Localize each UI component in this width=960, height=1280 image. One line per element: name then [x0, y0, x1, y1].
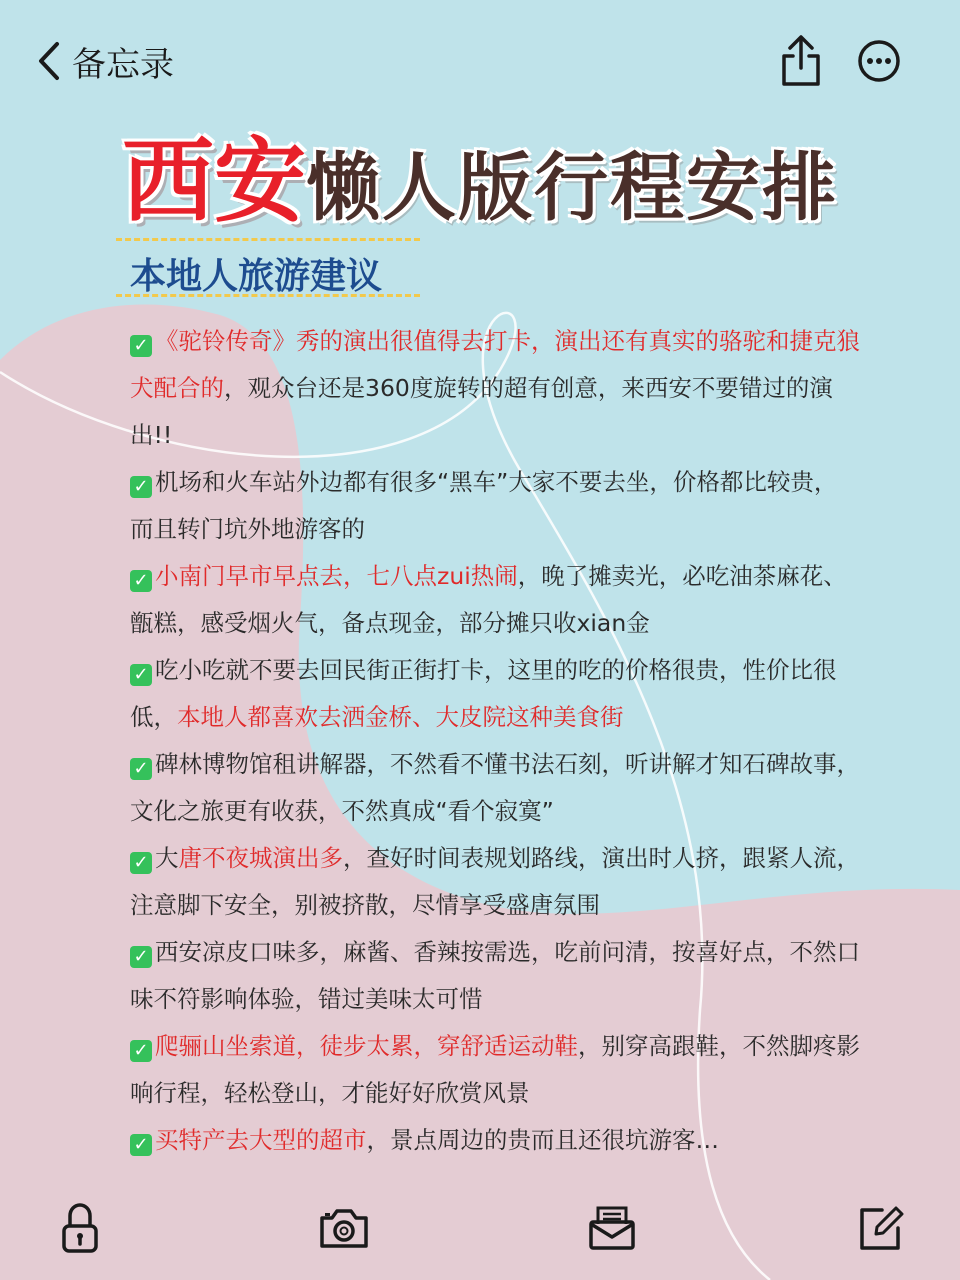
tip-highlight-text: 爬骊山坐索道，徒步太累，穿舒适运动鞋 [155, 1032, 578, 1060]
page-title [0, 108, 960, 240]
tip-text: 机场和火车站外边都有很多“黑车”大家不要去坐，价格都比较贵，而且转门坑外地游客的 [130, 468, 838, 543]
tip-item [130, 647, 860, 741]
tip-highlight-text: 买特产去大型的超市 [155, 1126, 367, 1154]
title-text: 懒人版行程安排 [306, 145, 838, 231]
mail-icon [584, 1200, 640, 1256]
tip-item [130, 1023, 860, 1117]
compose-icon [852, 1200, 908, 1256]
tip-text: 吃小吃就不要去回民街正街打卡，这里的吃的价格很贵，性价比很低， [130, 656, 837, 731]
divider [116, 294, 420, 297]
lock-button[interactable] [52, 1200, 108, 1256]
camera-button[interactable] [316, 1200, 372, 1256]
tip-text: ，观众台还是360度旋转的超有创意，来西安不要错过的演出!! [130, 374, 833, 449]
tip-text: 西安凉皮口味多，麻酱、香辣按需选，吃前问清，按喜好点，不然口味不符影响体验，错过美味太可惜 [130, 938, 860, 1013]
checkmark-icon: ✓ [130, 758, 152, 780]
tip-highlight-text: 《驼铃传奇》秀的演出很值得去打卡，演出还有真实的骆驼和捷克狼犬配合的 [130, 327, 860, 402]
lock-icon [52, 1200, 108, 1256]
subtitle: 本地人旅游建议 [130, 256, 383, 297]
tip-item [130, 929, 860, 1023]
tip-item [130, 1117, 860, 1164]
tip-text: ，别穿高跟鞋，不然脚疼影响行程，轻松登山，才能好好欣赏风景 [130, 1032, 860, 1107]
checkmark-icon: ✓ [130, 1040, 152, 1062]
mail-button[interactable] [584, 1200, 640, 1256]
divider [116, 238, 420, 241]
back-button[interactable] [34, 36, 174, 86]
subtitle-box [116, 238, 420, 300]
more-options-button[interactable] [856, 38, 902, 84]
share-icon [776, 34, 826, 88]
tip-highlight-text: 唐不夜城演出多 [178, 844, 343, 872]
share-button[interactable] [776, 34, 826, 88]
tip-item [130, 553, 860, 647]
checkmark-icon: ✓ [130, 852, 152, 874]
tip-item [130, 318, 860, 459]
tips-list [130, 318, 860, 1164]
compose-button[interactable] [852, 1200, 908, 1256]
camera-icon [316, 1200, 372, 1256]
back-label: 备忘录 [72, 44, 174, 85]
checkmark-icon: ✓ [130, 570, 152, 592]
checkmark-icon: ✓ [130, 946, 152, 968]
title-city: 西安 [121, 128, 306, 235]
top-bar [0, 0, 960, 120]
tip-item [130, 835, 860, 929]
tip-item [130, 459, 860, 553]
tip-text: ，查好时间表规划路线，演出时人挤，跟紧人流，注意脚下安全，别被挤散，尽情享受盛唐氛围 [130, 844, 860, 919]
tip-item [130, 741, 860, 835]
checkmark-icon: ✓ [130, 476, 152, 498]
tip-highlight-text: 小南门早市早点去，七八点zui热闹 [155, 562, 518, 590]
tip-highlight-text: 本地人都喜欢去洒金桥、大皮院这种美食街 [177, 703, 624, 731]
checkmark-icon: ✓ [130, 664, 152, 686]
checkmark-icon: ✓ [130, 1134, 152, 1156]
tip-text: ，景点周边的贵而且还很坑游客… [366, 1126, 719, 1154]
tip-text: ，晚了摊卖光，必吃油茶麻花、甑糕，感受烟火气，备点现金，部分摊只收xian金 [130, 562, 847, 637]
more-icon [856, 38, 902, 84]
chevron-left-icon [34, 39, 64, 83]
tip-text: 碑林博物馆租讲解器，不然看不懂书法石刻，听讲解才知石碑故事，文化之旅更有收获，不然真成“看个寂寞” [130, 750, 860, 825]
checkmark-icon: ✓ [130, 335, 152, 357]
tip-text: 大 [155, 844, 179, 872]
